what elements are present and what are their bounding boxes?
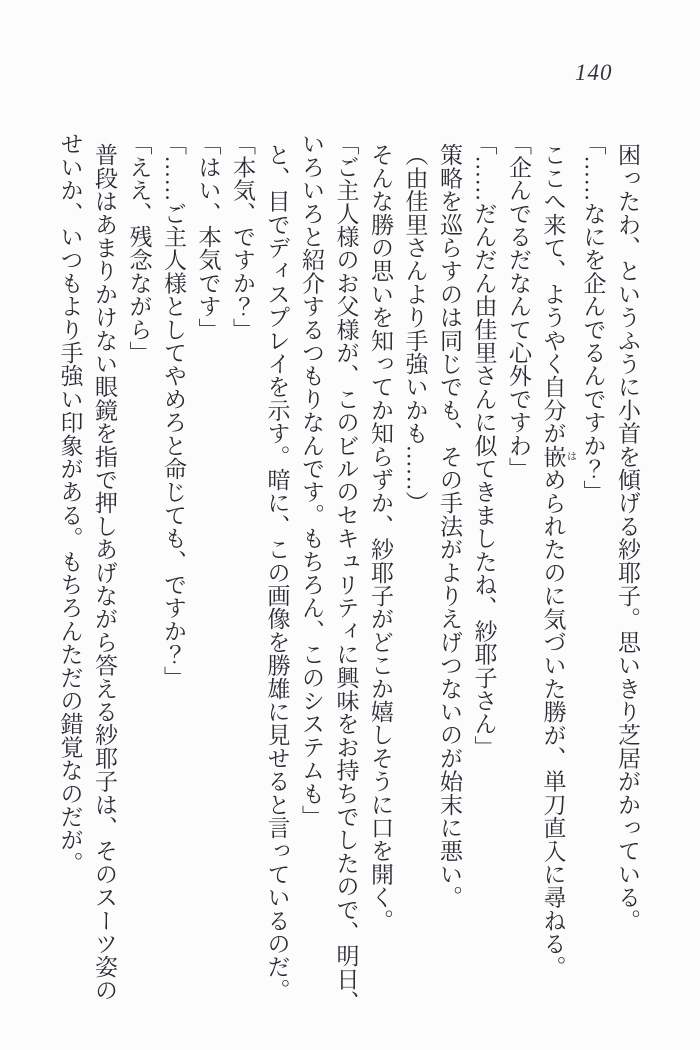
text-line: 「企んでるだなんて心外ですわ」 bbox=[506, 132, 531, 480]
text-line: （由佳里さんより手強いかも……） bbox=[402, 143, 428, 515]
text-line: そんな勝の思いを知ってか知らずか、紗耶子がどこか嬉しそうに口を開く。 bbox=[368, 143, 393, 932]
text-line: 「ご主人様のお父様が、このビルのセキュリティに興味をお持ちでしたので、明日、 bbox=[333, 132, 359, 1014]
text-line: 困ったわ、というふうに小首を傾げる紗耶子。思いきり芝居がかっている。 bbox=[615, 143, 640, 932]
page-number: 140 bbox=[575, 60, 613, 85]
text-line: 普段はあまりかけない眼鏡を指で押しあげながら答える紗耶子は、そのスーツ姿の bbox=[92, 143, 117, 1002]
text-line: いろいろと紹介するつもりなんです。もちろん、このシステムも」 bbox=[299, 132, 324, 828]
text-line: 「本気、ですか？」 bbox=[230, 132, 255, 341]
text-column-container bbox=[52, 132, 644, 1044]
text-line: 「はい、本気です」 bbox=[195, 132, 221, 341]
text-line: 「……ご主人様としてやめろと命じても、ですか？」 bbox=[161, 132, 186, 689]
text-line: と、目でディスプレイを示す。暗に、この画像を勝雄に見せると言っているのだ。 bbox=[264, 143, 290, 1002]
text-line: せいか、いつもより手強い印象がある。もちろんただの錯覚なのだが。 bbox=[57, 132, 83, 875]
text-line: 「……なにを企んでるんですか？」 bbox=[580, 132, 606, 504]
text-line: 「……だんだん由佳里さんに似てきましたね、紗耶子さん」 bbox=[471, 132, 497, 759]
text-line: 「ええ、残念ながら」 bbox=[126, 132, 152, 364]
text-line: ここへ来て、ようやく自分が嵌 はめられたのに気づいた勝が、単刀直入に尋ねる。 bbox=[540, 143, 576, 979]
text-line: 策略を巡らすのは同じでも、その手法がよりえげつないのが始末に悪い。 bbox=[437, 143, 462, 909]
furigana-ruby: 嵌 は bbox=[540, 444, 576, 468]
